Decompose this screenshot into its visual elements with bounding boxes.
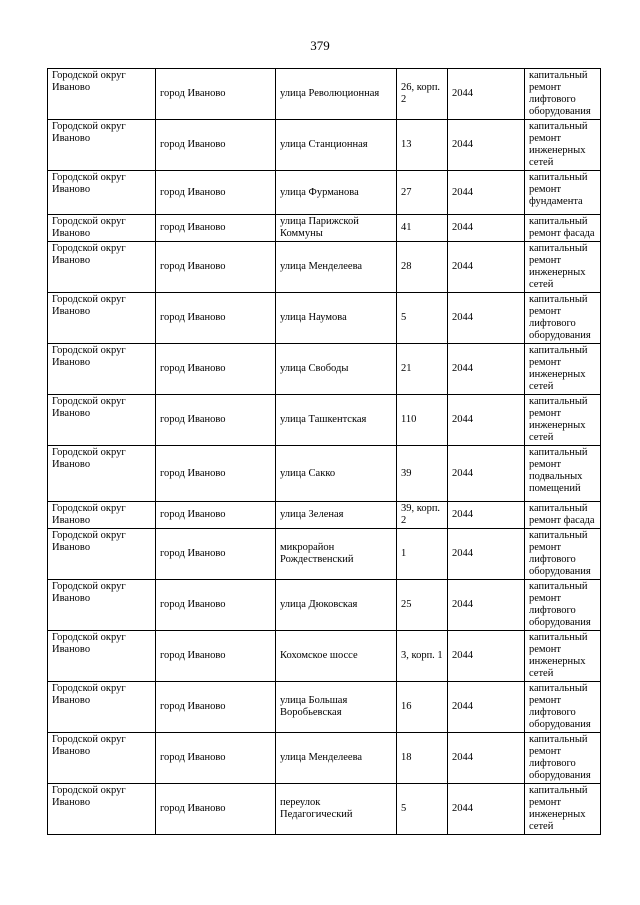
- street-cell: улица Большая Воробьевская: [276, 682, 397, 733]
- municipality-cell: Городской округ Иваново: [48, 69, 156, 120]
- table-row: [48, 215, 601, 242]
- locality-cell: город Иваново: [156, 395, 276, 446]
- house-number-cell: 110: [397, 395, 448, 446]
- municipality-cell: Городской округ Иваново: [48, 580, 156, 631]
- work-type-cell: капитальный ремонт инженерных сетей: [525, 242, 601, 293]
- street-cell: улица Зеленая: [276, 502, 397, 529]
- street-cell: улица Парижской Коммуны: [276, 215, 397, 242]
- work-type-cell: капитальный ремонт лифтового оборудования: [525, 69, 601, 120]
- house-number-cell: 18: [397, 733, 448, 784]
- locality-cell: город Иваново: [156, 502, 276, 529]
- year-cell: 2044: [448, 344, 525, 395]
- work-type-cell: капитальный ремонт лифтового оборудования: [525, 293, 601, 344]
- work-type-cell: капитальный ремонт инженерных сетей: [525, 344, 601, 395]
- year-cell: 2044: [448, 580, 525, 631]
- municipality-cell: Городской округ Иваново: [48, 120, 156, 171]
- work-type-cell: капитальный ремонт инженерных сетей: [525, 784, 601, 835]
- street-cell: улица Ташкентская: [276, 395, 397, 446]
- locality-cell: город Иваново: [156, 171, 276, 215]
- house-number-cell: 41: [397, 215, 448, 242]
- work-type-cell: капитальный ремонт лифтового оборудования: [525, 580, 601, 631]
- table-row: [48, 733, 601, 784]
- house-number-cell: 27: [397, 171, 448, 215]
- work-type-cell: капитальный ремонт инженерных сетей: [525, 395, 601, 446]
- locality-cell: город Иваново: [156, 733, 276, 784]
- repair-schedule-table: [47, 68, 601, 835]
- house-number-cell: 28: [397, 242, 448, 293]
- work-type-cell: капитальный ремонт фундамента: [525, 171, 601, 215]
- house-number-cell: 5: [397, 293, 448, 344]
- table-row: [48, 69, 601, 120]
- year-cell: 2044: [448, 215, 525, 242]
- year-cell: 2044: [448, 733, 525, 784]
- house-number-cell: 39: [397, 446, 448, 502]
- street-cell: переулок Педагогический: [276, 784, 397, 835]
- street-cell: Кохомское шоссе: [276, 631, 397, 682]
- year-cell: 2044: [448, 682, 525, 733]
- municipality-cell: Городской округ Иваново: [48, 446, 156, 502]
- year-cell: 2044: [448, 529, 525, 580]
- table-row: [48, 171, 601, 215]
- municipality-cell: Городской округ Иваново: [48, 293, 156, 344]
- locality-cell: город Иваново: [156, 293, 276, 344]
- locality-cell: город Иваново: [156, 529, 276, 580]
- locality-cell: город Иваново: [156, 446, 276, 502]
- locality-cell: город Иваново: [156, 784, 276, 835]
- locality-cell: город Иваново: [156, 580, 276, 631]
- locality-cell: город Иваново: [156, 682, 276, 733]
- street-cell: микрорайон Рождественский: [276, 529, 397, 580]
- year-cell: 2044: [448, 171, 525, 215]
- street-cell: улица Менделеева: [276, 733, 397, 784]
- municipality-cell: Городской округ Иваново: [48, 502, 156, 529]
- table-row: [48, 682, 601, 733]
- table-row: [48, 395, 601, 446]
- street-cell: улица Фурманова: [276, 171, 397, 215]
- year-cell: 2044: [448, 120, 525, 171]
- street-cell: улица Наумова: [276, 293, 397, 344]
- municipality-cell: Городской округ Иваново: [48, 171, 156, 215]
- house-number-cell: 39, корп. 2: [397, 502, 448, 529]
- table-row: [48, 242, 601, 293]
- municipality-cell: Городской округ Иваново: [48, 733, 156, 784]
- street-cell: улица Менделеева: [276, 242, 397, 293]
- work-type-cell: капитальный ремонт лифтового оборудования: [525, 529, 601, 580]
- year-cell: 2044: [448, 293, 525, 344]
- work-type-cell: капитальный ремонт инженерных сетей: [525, 120, 601, 171]
- table-row: [48, 784, 601, 835]
- table-row: [48, 344, 601, 395]
- year-cell: 2044: [448, 242, 525, 293]
- locality-cell: город Иваново: [156, 69, 276, 120]
- table-row: [48, 580, 601, 631]
- work-type-cell: капитальный ремонт лифтового оборудования: [525, 682, 601, 733]
- street-cell: улица Дюковская: [276, 580, 397, 631]
- page-number: 379: [310, 38, 330, 53]
- municipality-cell: Городской округ Иваново: [48, 215, 156, 242]
- locality-cell: город Иваново: [156, 215, 276, 242]
- locality-cell: город Иваново: [156, 242, 276, 293]
- house-number-cell: 26, корп. 2: [397, 69, 448, 120]
- street-cell: улица Революционная: [276, 69, 397, 120]
- locality-cell: город Иваново: [156, 120, 276, 171]
- municipality-cell: Городской округ Иваново: [48, 395, 156, 446]
- municipality-cell: Городской округ Иваново: [48, 529, 156, 580]
- house-number-cell: 16: [397, 682, 448, 733]
- table-row: [48, 293, 601, 344]
- work-type-cell: капитальный ремонт лифтового оборудования: [525, 733, 601, 784]
- municipality-cell: Городской округ Иваново: [48, 344, 156, 395]
- table-body: [48, 69, 601, 835]
- table-row: [48, 446, 601, 502]
- street-cell: улица Станционная: [276, 120, 397, 171]
- year-cell: 2044: [448, 631, 525, 682]
- year-cell: 2044: [448, 784, 525, 835]
- locality-cell: город Иваново: [156, 344, 276, 395]
- house-number-cell: 13: [397, 120, 448, 171]
- locality-cell: город Иваново: [156, 631, 276, 682]
- house-number-cell: 21: [397, 344, 448, 395]
- work-type-cell: капитальный ремонт фасада: [525, 502, 601, 529]
- house-number-cell: 5: [397, 784, 448, 835]
- table-row: [48, 529, 601, 580]
- street-cell: улица Свободы: [276, 344, 397, 395]
- house-number-cell: 3, корп. 1: [397, 631, 448, 682]
- work-type-cell: капитальный ремонт подвальных помещений: [525, 446, 601, 502]
- municipality-cell: Городской округ Иваново: [48, 242, 156, 293]
- municipality-cell: Городской округ Иваново: [48, 682, 156, 733]
- house-number-cell: 25: [397, 580, 448, 631]
- year-cell: 2044: [448, 502, 525, 529]
- year-cell: 2044: [448, 446, 525, 502]
- year-cell: 2044: [448, 69, 525, 120]
- table-row: [48, 120, 601, 171]
- table-row: [48, 631, 601, 682]
- municipality-cell: Городской округ Иваново: [48, 631, 156, 682]
- table-row: [48, 502, 601, 529]
- street-cell: улица Сакко: [276, 446, 397, 502]
- house-number-cell: 1: [397, 529, 448, 580]
- municipality-cell: Городской округ Иваново: [48, 784, 156, 835]
- work-type-cell: капитальный ремонт фасада: [525, 215, 601, 242]
- year-cell: 2044: [448, 395, 525, 446]
- work-type-cell: капитальный ремонт инженерных сетей: [525, 631, 601, 682]
